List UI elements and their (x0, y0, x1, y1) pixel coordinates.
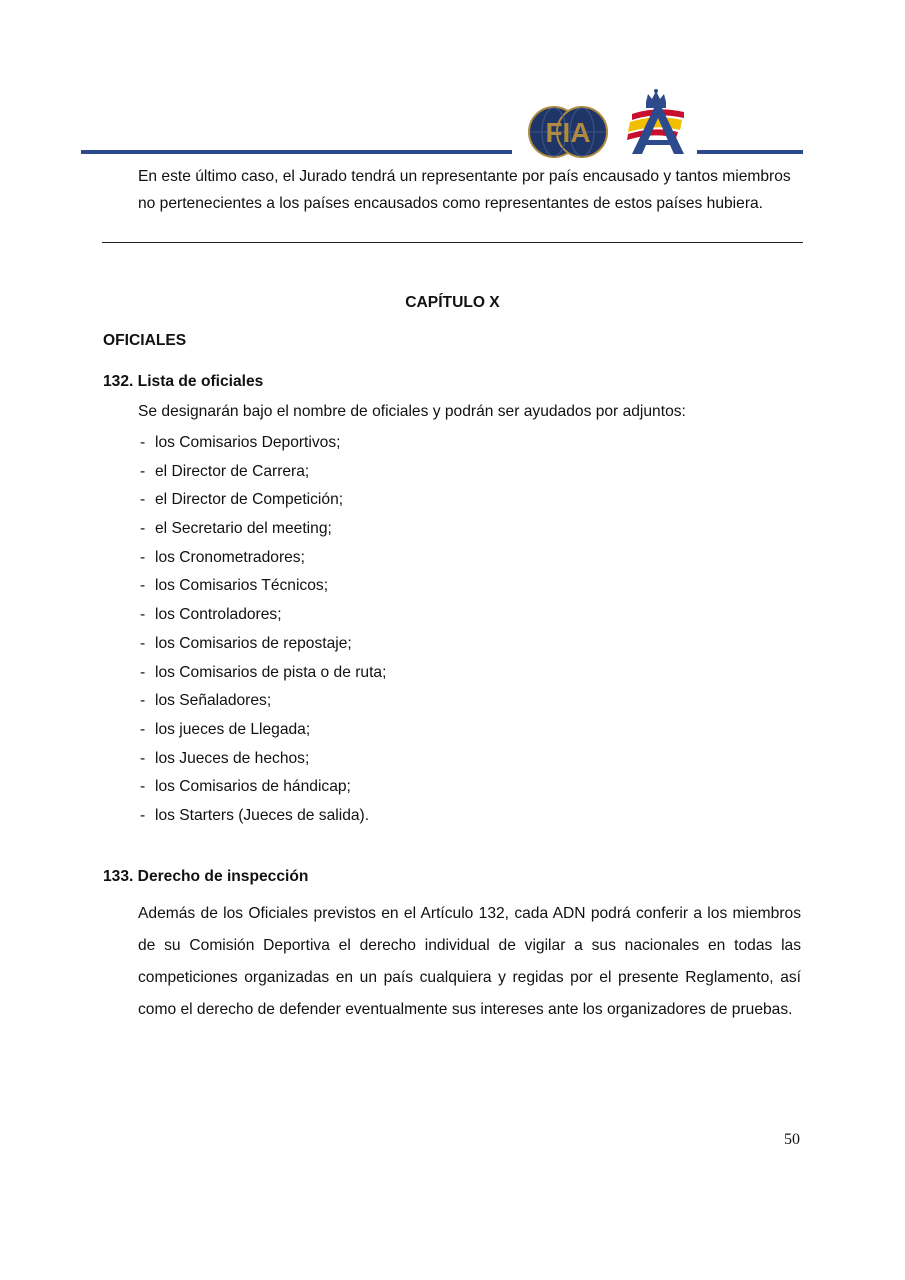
rfeda-logo (626, 88, 688, 156)
header-rule-left (81, 150, 512, 154)
list-item: - el Director de Competición; (140, 491, 344, 509)
list-item: - los Starters (Jueces de salida). (140, 806, 370, 824)
fia-logo (528, 106, 608, 158)
intro-line-1: En este último caso, el Jurado tendrá un representante por país encausado y tantos miembros (138, 168, 791, 185)
intro-line-2: no pertenecientes a los países encausados como representantes de estos países hubiera. (138, 195, 764, 212)
article-133-title: 133. Derecho de inspección (103, 868, 309, 885)
list-item: - los Comisarios Deportivos; (140, 434, 341, 451)
list-item: - los Comisarios Técnicos; (140, 577, 329, 595)
list-item: - los Jueces de hechos; (140, 749, 310, 767)
list-item: - el Director de Carrera; (140, 462, 310, 480)
list-item: - los Señaladores; (140, 692, 272, 710)
intro-paragraph (138, 163, 808, 217)
list-item: - los jueces de Llegada; (140, 720, 311, 738)
list-item: - el Secretario del meeting; (140, 520, 332, 538)
chapter-title: CAPÍTULO X (405, 294, 500, 311)
article-133-body: Además de los Oficiales previstos en el Artículo 132, cada ADN podrá conferir a los miembros de su Comisión Deportiva el derecho individual de vigilar a sus nacionales en todas las competiciones organizadas en un país cualquiera y regidas por el presente Reglamento, así como el derecho de defender eventualmente sus intereses ante los organizadores de pruebas. (138, 905, 801, 1018)
list-item: - los Cronometradores; (140, 548, 305, 566)
article-132-lead: Se designarán bajo el nombre de oficiales y podrán ser ayudados por adjuntos: (138, 403, 686, 420)
list-item: - los Comisarios de pista o de ruta; (140, 663, 387, 681)
list-item: - los Controladores; (140, 606, 282, 624)
header-rule-right (697, 150, 803, 154)
article-132-title: 132. Lista de oficiales (103, 373, 264, 390)
list-item: - los Comisarios de repostaje; (140, 634, 352, 652)
svg-text:FIA: FIA (545, 117, 591, 148)
list-item: - los Comisarios de hándicap; (140, 778, 351, 796)
page-number: 50 (784, 1131, 800, 1148)
section-title: OFICIALES (103, 332, 187, 349)
officials-list (140, 432, 386, 834)
section-divider (102, 242, 803, 243)
